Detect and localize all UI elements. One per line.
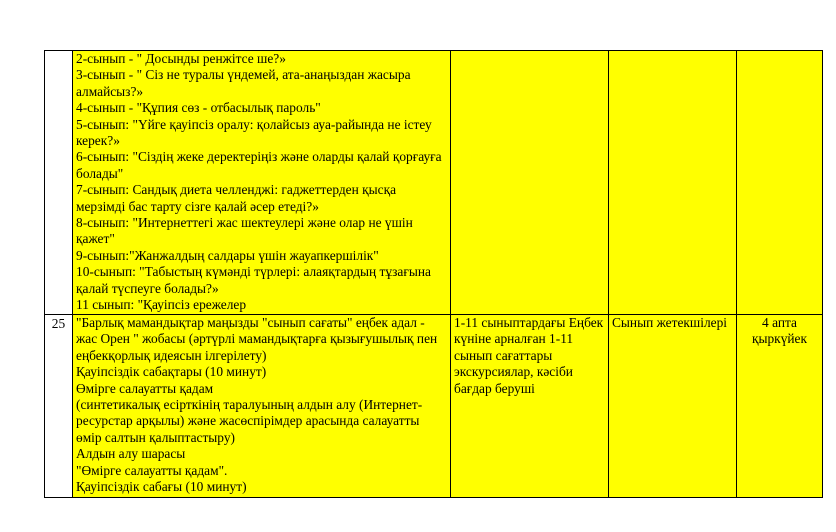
event-line: 6-сынып: "Сіздің жеке деректеріңіз және оларды қалай қорғауға болады" xyxy=(76,149,442,181)
plan-table xyxy=(44,50,823,498)
deadline-cell: 4 апта қыркүйек xyxy=(737,315,823,498)
responsible-cell xyxy=(609,51,737,315)
event-line: 9-сынып:"Жанжалдың салдары үшін жауапкершілік" xyxy=(76,247,379,263)
event-line: 5-сынып: "Үйге қауіпсіз оралу: қолайсыз ауа-райында не істеу керек?» xyxy=(76,116,432,149)
table-row xyxy=(45,51,823,315)
row-number: 25 xyxy=(45,315,73,498)
row-number xyxy=(45,51,73,315)
event-line: 4-сынып - "Құпия сөз - отбасылық пароль" xyxy=(76,100,321,116)
event-line: "Барлық мамандықтар маңызды "сынып сағаты" еңбек адал - жас Орен " жобасы (әртүрлі мамандықтарға қызығушылық пен еңбекқорлық идеясын ілгерілету) xyxy=(76,315,438,363)
event-line: 8-сынып: "Интернеттегі жас шектеулері және олар не үшін қажет" xyxy=(76,215,413,247)
event-description-cell xyxy=(73,51,451,315)
responsible-cell: Сынып жетекшілері xyxy=(609,315,737,498)
deadline-cell xyxy=(737,51,823,315)
event-line: 7-сынып: Сандық диета челленджі: гаджеттерден қысқа мерзімді бас тарту сізге қалай әсер етеді?» xyxy=(76,182,397,214)
event-line: "Өмірге салауатты қадам". xyxy=(76,462,228,478)
event-line: 11 сынып: "Қауіпсіз ережелер xyxy=(76,297,247,313)
form-cell xyxy=(451,51,609,315)
event-line: Қауіпсіздік сабағы (10 минут) xyxy=(76,479,247,495)
event-line: Қауіпсіздік сабақтары (10 минут) xyxy=(76,364,267,380)
event-line: (синтетикалық есірткінің таралуының алдын алу (Интернет-ресурстар арқылы) және жасөспірімдер арасында салауатты өмір салтын қалыптастыру) xyxy=(76,397,423,445)
table-row xyxy=(45,315,823,498)
event-line: 2-сынып - " Досынды ренжітсе ше?» xyxy=(76,51,286,66)
event-line: Алдын алу шарасы xyxy=(76,446,186,462)
event-line: Өмірге салауатты қадам xyxy=(76,380,214,396)
event-line: 3-сынып - " Сіз не туралы үндемей, ата-анаңыздан жасыра алмайсыз?» xyxy=(76,67,411,99)
event-line: 10-сынып: "Табыстың күмәнді түрлері: алаяқтардың тұзағына қалай түспеуге болады?» xyxy=(76,264,431,296)
form-cell: 1-11 сыныптардағы Еңбек күніне арналған 1-11 сынып сағаттары экскурсиялар, кәсіби бағдар беруші xyxy=(451,315,609,498)
event-description-cell xyxy=(73,315,451,498)
